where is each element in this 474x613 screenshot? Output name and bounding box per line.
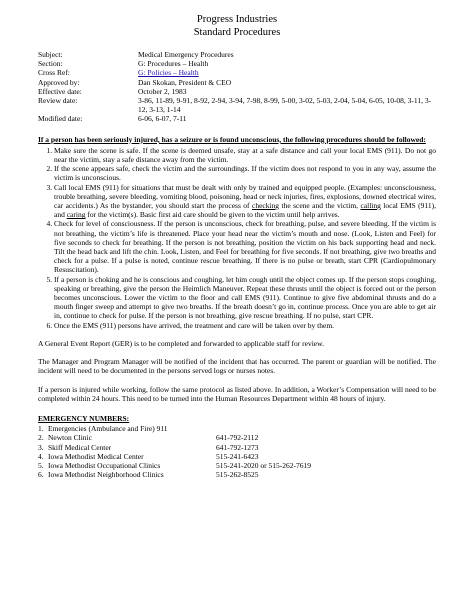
company-title: Progress Industries: [196, 14, 278, 25]
step-item: 4. Check for level of consciousness. If the person is unconscious, check for breathing, pulse, and severe bleeding. If the victim is not breathing, the victim’s life is threatened. Place your head near the victim’s mouth and nose. (Look, Listen and Feel) for five seconds to check for breathing. If the person is not breathing, position the victim on his back supporting head and neck. Tilt the head back and lift the chin. Look, Listen, and Feel for breathing for five seconds. If not breathing, give two breaths and check for a pulse. If a pulse is noted, continue rescue breathing. If there is no pulse or breath, start CPR (Cardiopulmonary Resuscitation).: [54, 219, 436, 274]
contact-name: Iowa Methodist Neighborhood Clinics: [48, 470, 164, 480]
step-item: [54, 183, 436, 220]
meta-value: Medical Emergency Procedures: [138, 50, 234, 59]
contact-phone: 641-792-1273: [216, 442, 259, 452]
contact-number: 4.: [38, 451, 44, 461]
metadata-block: [38, 50, 436, 124]
contact-number: 2.: [38, 433, 44, 443]
step-item: 2. If the scene appears safe, check the victim and the surroundings. If the victim does not respond to you in any way, assume the victim is unconscious.: [54, 164, 436, 182]
contact-row: [38, 461, 436, 470]
step-text: the scene and the victim,: [279, 201, 361, 211]
contact-number: 5.: [38, 460, 44, 470]
procedure-steps: [38, 146, 436, 330]
step-text: Call local EMS (911) for situations that must be dealt with only by trained and equipped people. (Examples: unconsciousness, trouble breathing, severe bleeding, vomiting blood, poisoning, head or neck injuries, fires, explosions, downed electrical wires, car accidents.) As the bystander, you should start the process of: [54, 182, 436, 211]
meta-modified-date: [38, 114, 436, 123]
meta-review-date: [38, 96, 436, 114]
contact-name: Skiff Medical Center: [48, 442, 112, 452]
contact-name: Iowa Methodist Occupational Clinics: [48, 460, 161, 470]
meta-section: [38, 59, 436, 68]
contact-name: Emergencies (Ambulance and Fire) 911: [48, 424, 168, 434]
meta-key: Review date:: [38, 96, 78, 106]
procedure-intro: If a person has been seriously injured, has a seizure or is found unconscious, the following procedures should be followed:: [38, 134, 426, 144]
meta-approved-by: [38, 78, 436, 87]
step-text: local EMS (911), and: [54, 201, 436, 220]
meta-subject: [38, 50, 436, 59]
step-item: 5. If a person is choking and he is conscious and coughing, let him cough until the object comes up. If the person stops coughing, speaking or breathing, give the person the Heimlich Maneuver. Repeat these thrusts until the object is forced out or the person becomes unconscious. Lower the victim to the floor and call EMS (911). Continue to give five abdominal thrusts and do a mouth finger sweep and attempt to give two breaths. If the breath doesn’t go in, continue process. Once you are able to get air in, continue to check for pulse. If the person is not breathing, give rescue breathing. If no pulse, start CPR.: [54, 275, 436, 321]
contact-phone: [216, 424, 436, 433]
document-subtitle: Standard Procedures: [193, 26, 281, 38]
contact-name: Iowa Methodist Medical Center: [48, 451, 144, 461]
contact-phone: 515-241-6423: [216, 451, 259, 461]
contact-name: Newton Clinic: [48, 433, 92, 443]
meta-value: 6-06, 6-07, 7-11: [138, 114, 187, 124]
ger-paragraph: A General Event Report (GER) is to be completed and forwarded to applicable staff for review.: [38, 338, 324, 348]
meta-key: Modified date:: [38, 114, 83, 124]
contact-row: [38, 424, 436, 433]
cross-ref-link[interactable]: G: Policies – Health: [138, 68, 199, 78]
step-item: 1. Make sure the scene is safe. If the scene is deemed unsafe, stay at a safe distance and call your local EMS (911). Do not go near the victim, stay a safe distance away from the victim.: [54, 146, 436, 164]
step-text: for the victim(s). Basic first aid care should be given to the victim until help arrives.: [85, 210, 340, 220]
contact-row: [38, 433, 436, 442]
meta-key: Cross Ref:: [38, 68, 70, 78]
contact-number: 3.: [38, 442, 44, 452]
contact-number: 6.: [38, 470, 44, 480]
contact-phone: 515-262-8525: [216, 470, 259, 480]
step-item: 6. Once the EMS (911) persons have arrived, the treatment and care will be taken over by them.: [54, 321, 436, 330]
step-text-underlined: checking: [251, 201, 280, 211]
emergency-contacts-list: [38, 424, 436, 479]
meta-key: Effective date:: [38, 86, 82, 96]
meta-effective-date: [38, 87, 436, 96]
meta-key: Approved by:: [38, 77, 80, 87]
contact-row: [38, 443, 436, 452]
meta-value: Dan Skokan, President & CEO: [138, 77, 232, 87]
meta-value: October 2, 1983: [138, 86, 187, 96]
emergency-numbers-title: EMERGENCY NUMBERS:: [38, 413, 130, 423]
step-text-underlined: caring: [66, 210, 86, 220]
step-text-underlined: calling: [360, 201, 381, 211]
meta-cross-ref: [38, 68, 436, 77]
meta-key: Subject:: [38, 50, 63, 59]
notification-paragraph: The Manager and Program Manager will be notified of the incident that has occurred. The parent or guardian will be notified. The incident will need to be documented in the persons served logs or nurses notes.: [38, 357, 436, 376]
contact-phone: 641-792-2112: [216, 433, 259, 443]
meta-value: G: Procedures – Health: [138, 59, 209, 69]
meta-key: Section:: [38, 59, 63, 69]
contact-row: [38, 452, 436, 461]
contact-number: 1.: [38, 424, 44, 434]
contact-row: [38, 470, 436, 479]
workers-comp-paragraph: If a person is injured while working, follow the same protocol as listed above. In addition, a Worker’s Compensation will need to be completed within 24 hours. This need to be turned into the Human Resources Department within 48 hours of injury.: [38, 384, 436, 403]
contact-phone: 515-241-2020 or 515-262-7619: [216, 460, 311, 470]
meta-value: 3-86, 11-89, 9-91, 8-92, 2-94, 3-94, 7-98, 8-99, 5-00, 3-02, 5-03, 2-04, 5-04, 6-05, 10-08, 3-11, 3-12, 3-13, 1-14: [138, 96, 432, 115]
